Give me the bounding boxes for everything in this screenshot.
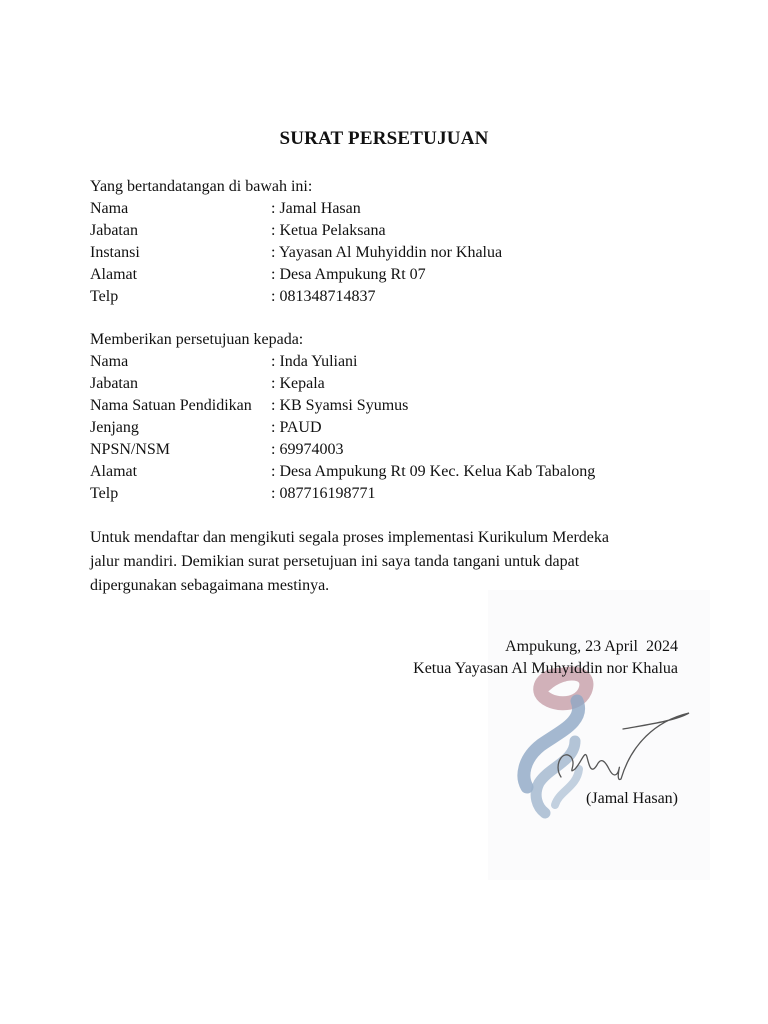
row-value: : Jamal Hasan xyxy=(271,200,361,217)
row-label: Jabatan xyxy=(90,375,138,392)
recipient-intro: Memberikan persetujuan kepada: xyxy=(90,331,304,348)
row-value: : Kepala xyxy=(271,375,325,392)
row-value: : KB Syamsi Syumus xyxy=(271,397,409,414)
row-label: Telp xyxy=(90,288,119,305)
recipient-row-name xyxy=(90,351,595,373)
row-value: : Ketua Pelaksana xyxy=(271,222,386,239)
row-value: : Yayasan Al Muhyiddin nor Khalua xyxy=(271,244,503,261)
row-value: : Desa Ampukung Rt 09 Kec. Kelua Kab Tabalong xyxy=(271,463,596,480)
recipient-section xyxy=(90,329,595,505)
row-value: : 087716198771 xyxy=(271,485,376,502)
letter-title: SURAT PERSETUJUAN xyxy=(279,128,489,149)
row-label: Nama Satuan Pendidikan xyxy=(90,397,252,414)
signer-intro: Yang bertandatangan di bawah ini: xyxy=(90,178,313,195)
recipient-row-npsn xyxy=(90,439,595,461)
signer-row-position xyxy=(90,220,502,242)
signer-row-name xyxy=(90,198,502,220)
row-value: : 69974003 xyxy=(271,441,344,458)
paragraph-line: dipergunakan sebagaimana mestinya. xyxy=(90,577,330,594)
row-label: Alamat xyxy=(90,463,138,480)
signer-position: Ketua Yayasan Al Muhyiddin nor Khalua xyxy=(413,660,678,677)
signer-row-institution xyxy=(90,242,502,264)
paragraph-line: jalur mandiri. Demikian surat persetujuan ini saya tanda tangani untuk dapat xyxy=(90,553,580,570)
row-label: Nama xyxy=(90,200,129,217)
recipient-row-position xyxy=(90,373,595,395)
row-value: : Inda Yuliani xyxy=(271,353,358,370)
signer-name: (Jamal Hasan) xyxy=(586,790,678,807)
row-value: : PAUD xyxy=(271,419,322,436)
signature-block xyxy=(413,636,678,680)
signer-section xyxy=(90,176,502,308)
paragraph-line: Untuk mendaftar dan mengikuti segala proses implementasi Kurikulum Merdeka xyxy=(90,529,609,546)
place-date: Ampukung, 23 April 2024 xyxy=(505,638,678,655)
row-value: : Desa Ampukung Rt 07 xyxy=(271,266,426,283)
row-label: Instansi xyxy=(90,244,140,261)
row-label: NPSN/NSM xyxy=(90,441,171,458)
recipient-row-school xyxy=(90,395,595,417)
logo-swirl-blue-3 xyxy=(555,769,579,805)
row-value: : 081348714837 xyxy=(271,288,376,305)
signer-row-phone xyxy=(90,286,502,308)
row-label: Alamat xyxy=(90,266,138,283)
recipient-row-address xyxy=(90,461,595,483)
body-paragraph xyxy=(90,526,690,598)
row-label: Telp xyxy=(90,485,119,502)
recipient-row-phone xyxy=(90,483,595,505)
row-label: Jenjang xyxy=(90,419,139,436)
recipient-row-level xyxy=(90,417,595,439)
signer-row-address xyxy=(90,264,502,286)
row-label: Nama xyxy=(90,353,129,370)
row-label: Jabatan xyxy=(90,222,138,239)
